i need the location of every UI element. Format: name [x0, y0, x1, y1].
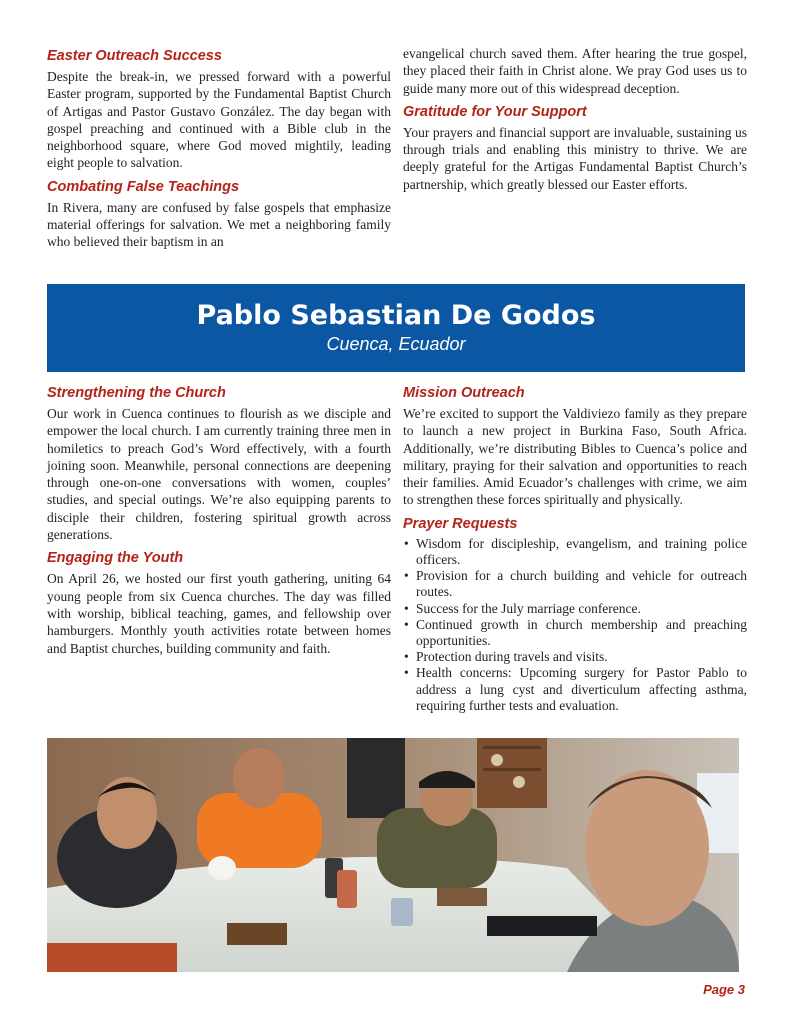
section-text-strengthening: Our work in Cuenca continues to flourish as we disciple and empower the local church. I am currently training three men in homiletics to preach God’s Word effectively, with a fourth joining soon. Meanwhile, personal connections are deepening through one-on-one conversations with women, couples’ studies, and special outings. We’re also equipping parents to disciple their children, fostering spiritual growth across generations. — [47, 406, 391, 543]
page-number: Page 3 — [703, 982, 745, 997]
continuation-text: evangelical church saved them. After hearing the true gospel, they placed their faith in Christ alone. We pray God uses us to guide many more out of this widespread deception. — [403, 46, 747, 96]
section-heading-mission: Mission Outreach — [403, 385, 525, 401]
top-left-column — [47, 46, 391, 256]
section-heading-easter-outreach: Easter Outreach Success — [47, 48, 222, 64]
missionary-name: Pablo Sebastian De Godos — [196, 300, 596, 331]
bottom-left-column — [47, 383, 391, 662]
prayer-item: • Protection during travels and visits. — [403, 649, 747, 665]
prayer-item: • Success for the July marriage conference. — [403, 601, 747, 617]
section-text-gratitude: Your prayers and financial support are invaluable, sustaining us through trials and enabling this ministry to thrive. We are deeply grateful for the Artigas Fundamental Baptist Church’s partnership, which greatly blessed our Easter efforts. — [403, 124, 747, 192]
section-heading-strengthening: Strengthening the Church — [47, 385, 226, 401]
section-text-youth: On April 26, we hosted our first youth gathering, uniting 64 young people from six Cuenca churches. The day was filled with worship, biblical teaching, games, and fellowship over hamburgers. Monthly youth activities rotate between homes and Baptist churches, building community and faith. — [47, 571, 391, 656]
top-right-column — [403, 45, 747, 198]
section-heading-gratitude: Gratitude for Your Support — [403, 103, 587, 120]
section-heading-prayer: Prayer Requests — [403, 515, 518, 532]
prayer-item: • Wisdom for discipleship, evangelism, and training police officers. — [403, 536, 747, 568]
section-text-mission: We’re excited to support the Valdiviezo family as they prepare to launch a new project in Burkina Faso, South Africa. Additionally, we’re distributing Bibles to Cuenca’s police and military, praying for their salvation and opportunities to reach their families. Amid Ecuador’s challenges with crime, we aim to strengthen these forces spiritually and physically. — [403, 406, 747, 508]
bottom-right-column — [403, 383, 747, 714]
prayer-item: • Provision for a church building and vehicle for outreach routes. — [403, 568, 747, 600]
prayer-list — [403, 536, 747, 714]
missionary-banner — [47, 284, 745, 372]
section-text-easter-outreach: Despite the break-in, we pressed forward with a powerful Easter program, supported by the Fundamental Baptist Church of Artigas and Pastor Gustavo González. The day began with gospel preaching and continued with a Bible club in the neighborhood square, where God moved mightily, leading eight people to salvation. — [47, 69, 391, 171]
prayer-item: • Health concerns: Upcoming surgery for Pastor Pablo to address a lung cyst and diverticulum affecting asthma, requiring further tests and evaluation. — [403, 665, 747, 714]
group-photo — [47, 738, 739, 972]
section-heading-false-teachings: Combating False Teachings — [47, 178, 240, 195]
group-photo-illustration — [47, 738, 739, 972]
section-heading-youth: Engaging the Youth — [47, 550, 184, 567]
section-text-false-teachings: In Rivera, many are confused by false gospels that emphasize material offerings for salvation. We met a neighboring family who believed their baptism in an — [47, 199, 391, 250]
missionary-location: Cuenca, Ecuador — [326, 334, 466, 354]
prayer-item: • Continued growth in church membership and preaching opportunities. — [403, 617, 747, 649]
